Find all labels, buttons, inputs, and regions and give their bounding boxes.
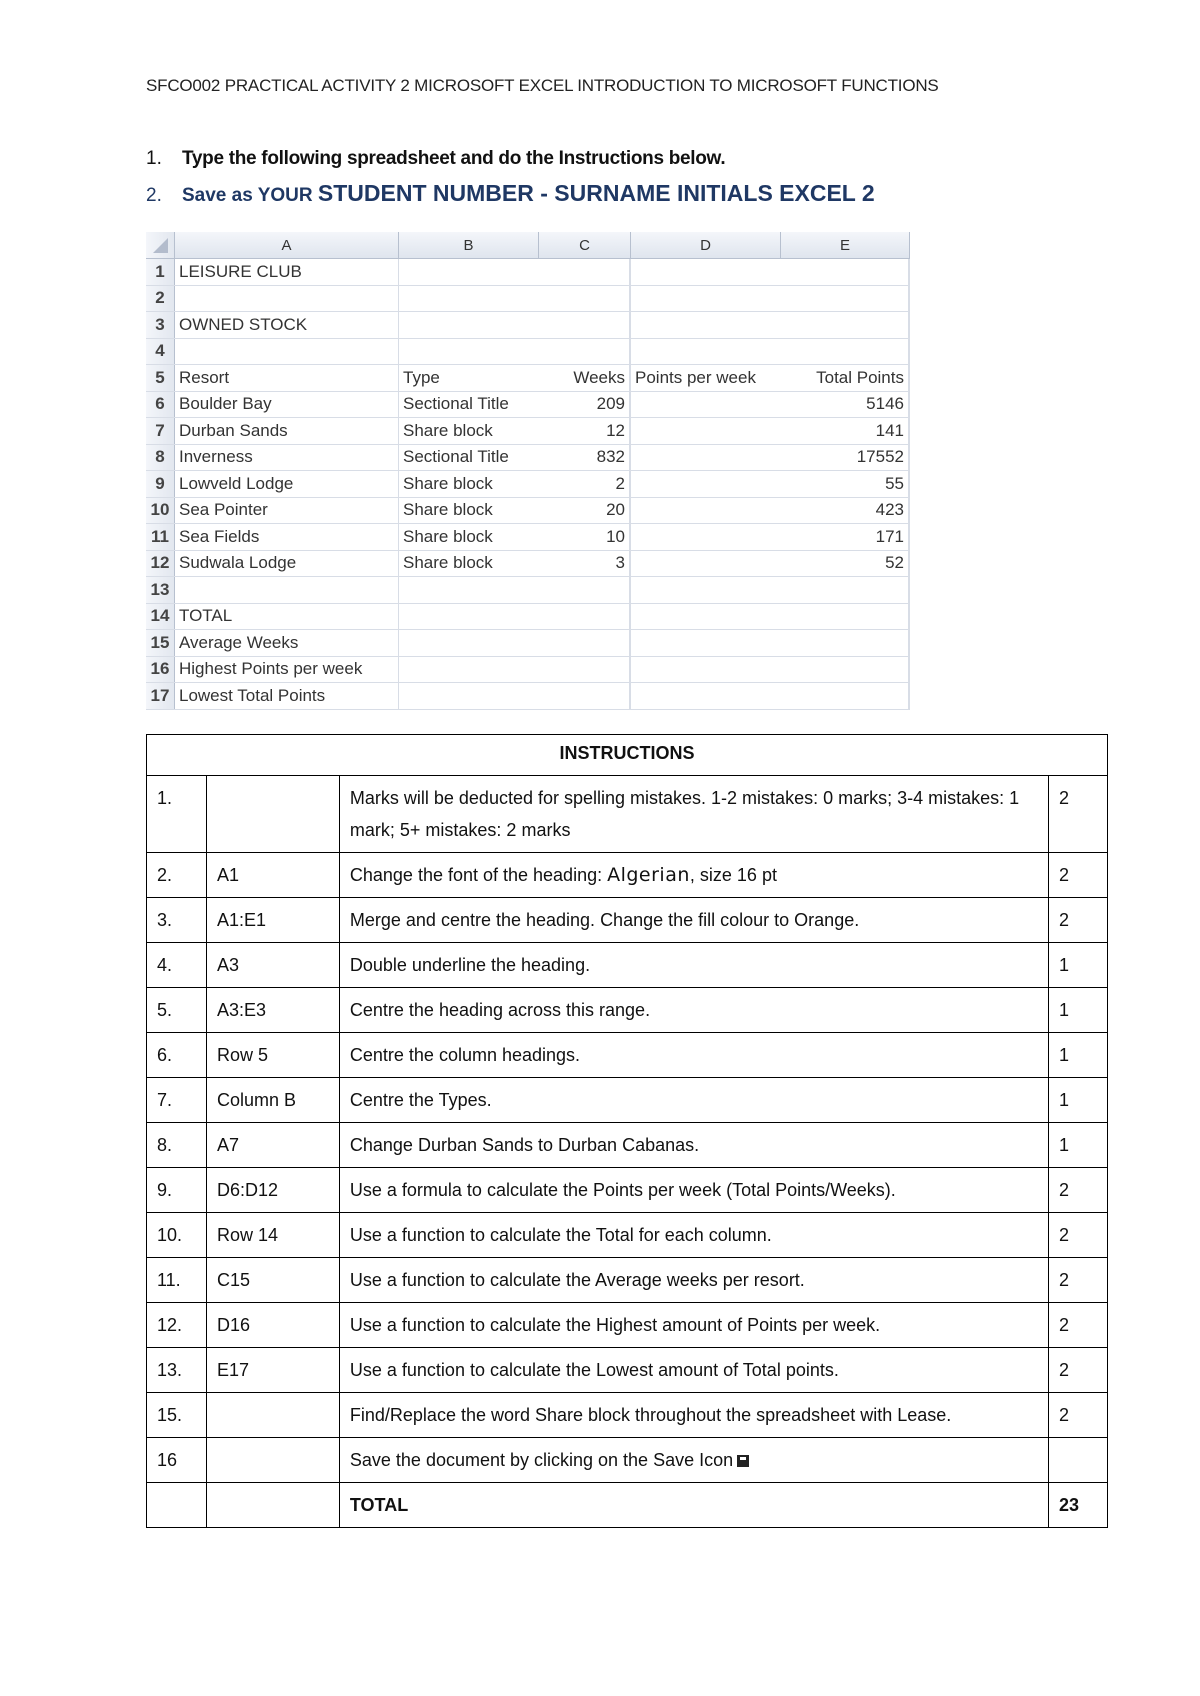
instruction-row — [147, 1438, 1108, 1483]
instruction-row — [147, 1123, 1108, 1168]
instruction-text — [339, 1078, 1048, 1123]
row-number: 10 — [146, 498, 175, 524]
cell-a: Average Weeks — [175, 630, 399, 656]
cell-a: Boulder Bay — [175, 392, 399, 418]
sheet-row — [146, 418, 910, 445]
cell-b — [399, 577, 538, 603]
cell-e — [780, 339, 909, 365]
cell-a: Highest Points per week — [175, 657, 399, 683]
cell-b — [399, 657, 538, 683]
instruction-text-part: Double underline the heading. — [349, 955, 591, 975]
instruction-cell-ref: A3:E3 — [206, 988, 339, 1033]
instruction-text — [339, 853, 1048, 898]
sheet-row — [146, 286, 910, 313]
cell-b — [399, 630, 538, 656]
cell-c — [538, 604, 630, 630]
instruction-marks: 1 — [1049, 988, 1108, 1033]
instruction-text — [339, 776, 1048, 853]
cell-d — [631, 577, 780, 603]
instruction-cell-ref — [206, 1393, 339, 1438]
sheet-row — [146, 551, 910, 578]
cell-b: Type — [403, 367, 440, 387]
instruction-number: 13. — [147, 1348, 207, 1393]
cell-d — [631, 657, 780, 683]
cell-a: Lowveld Lodge — [175, 471, 399, 497]
instruction-cell-ref: D6:D12 — [206, 1168, 339, 1213]
cell-b: Sectional Title — [403, 394, 509, 414]
instruction-number: 15. — [147, 1393, 207, 1438]
instruction-number: 5. — [147, 988, 207, 1033]
instruction-text-part: Merge and centre the heading. Change the fill colour to Orange. — [349, 910, 860, 930]
instruction-text-part: Use a function to calculate the Highest amount of Points per week. — [349, 1315, 881, 1335]
cell-e: 423 — [780, 498, 909, 524]
row-number: 3 — [146, 312, 175, 338]
instruction-number: 1. — [147, 776, 207, 853]
instruction-text-part: Centre the Types. — [349, 1090, 492, 1110]
instruction-number: 11. — [147, 1258, 207, 1303]
cell-e — [780, 683, 909, 709]
column-header-row — [146, 232, 910, 259]
instruction-number: 10. — [147, 1213, 207, 1258]
row-number: 8 — [146, 445, 175, 471]
instruction-row — [147, 1033, 1108, 1078]
instruction-number: 8. — [147, 1123, 207, 1168]
step-text — [182, 180, 875, 207]
select-all-corner — [146, 232, 175, 258]
cell-e — [780, 577, 909, 603]
cell-c: 12 — [538, 418, 630, 444]
instruction-number: 9. — [147, 1168, 207, 1213]
instruction-text-part: Save the document by clicking on the Save Icon — [349, 1450, 734, 1470]
cell-b: Sectional Title — [403, 447, 509, 467]
row-number: 16 — [146, 657, 175, 683]
instruction-text-part: Marks will be deducted for spelling mistakes. 1-2 mistakes: 0 marks; 3-4 mistakes: 1 mark; 5+ mistakes: 2 marks — [349, 788, 1020, 840]
cell-e: Total Points — [780, 365, 909, 391]
instruction-text-part: Change Durban Sands to Durban Cabanas. — [349, 1135, 700, 1155]
cell-c — [538, 657, 630, 683]
cell-d — [631, 392, 780, 418]
total-row — [147, 1483, 1108, 1528]
instruction-text-part: Use a function to calculate the Average weeks per resort. — [349, 1270, 805, 1290]
instruction-text — [339, 1258, 1048, 1303]
instruction-text — [339, 1213, 1048, 1258]
row-number: 5 — [146, 365, 175, 391]
row-number: 1 — [146, 259, 175, 285]
cell-d — [631, 524, 780, 550]
steps-list — [146, 148, 875, 212]
cell-e — [780, 630, 909, 656]
font-name: Algerian — [607, 864, 690, 886]
instruction-marks: 2 — [1049, 853, 1108, 898]
total-empty — [147, 1483, 207, 1528]
total-marks: 23 — [1049, 1483, 1108, 1528]
instruction-row — [147, 776, 1108, 853]
cell-c: 832 — [538, 445, 630, 471]
instruction-text-part: Find/Replace the word Share block throughout the spreadsheet with Lease. — [349, 1405, 952, 1425]
cell-a — [175, 339, 399, 365]
cell-c: 3 — [538, 551, 630, 577]
cell-d — [631, 286, 780, 312]
step-number: 1. — [146, 148, 162, 169]
instruction-number: 16 — [147, 1438, 207, 1483]
sheet-row — [146, 498, 910, 525]
instruction-row — [147, 943, 1108, 988]
instruction-cell-ref: Row 14 — [206, 1213, 339, 1258]
instructions-title: INSTRUCTIONS — [147, 735, 1108, 776]
sheet-row — [146, 683, 910, 710]
row-number: 4 — [146, 339, 175, 365]
instruction-number: 7. — [147, 1078, 207, 1123]
instruction-cell-ref — [206, 1438, 339, 1483]
instruction-text — [339, 1393, 1048, 1438]
sheet-row — [146, 604, 910, 631]
step-1 — [146, 148, 875, 180]
cell-a: OWNED STOCK — [175, 312, 399, 338]
cell-d — [631, 445, 780, 471]
column-header-b: B — [399, 232, 539, 258]
save-as-prefix: Save as YOUR — [182, 185, 318, 206]
row-number: 12 — [146, 551, 175, 577]
instruction-text-part: Use a function to calculate the Lowest amount of Total points. — [349, 1360, 839, 1380]
cell-b: Share block — [403, 473, 493, 493]
cell-d — [631, 630, 780, 656]
cell-b — [399, 604, 538, 630]
cell-e — [780, 312, 909, 338]
cell-e: 5146 — [780, 392, 909, 418]
instruction-text — [339, 1033, 1048, 1078]
cell-e: 52 — [780, 551, 909, 577]
sheet-row — [146, 471, 910, 498]
instruction-row — [147, 1303, 1108, 1348]
cell-e — [780, 657, 909, 683]
cell-c: 209 — [538, 392, 630, 418]
sheet-row — [146, 524, 910, 551]
instruction-row — [147, 988, 1108, 1033]
step-text: Type the following spreadsheet and do the Instructions below. — [182, 148, 726, 169]
instruction-cell-ref: A3 — [206, 943, 339, 988]
cell-a — [175, 286, 399, 312]
cell-c — [538, 312, 630, 338]
instruction-row — [147, 1393, 1108, 1438]
instruction-marks: 2 — [1049, 1168, 1108, 1213]
cell-e — [780, 286, 909, 312]
page-header: SFCO002 PRACTICAL ACTIVITY 2 MICROSOFT EXCEL INTRODUCTION TO MICROSOFT FUNCTIONS — [146, 76, 939, 95]
instruction-marks: 2 — [1049, 1213, 1108, 1258]
sheet-row — [146, 365, 910, 392]
cell-c — [538, 259, 630, 285]
instruction-text-part: Use a function to calculate the Total for each column. — [349, 1225, 772, 1245]
cell-e — [780, 604, 909, 630]
instruction-marks: 2 — [1049, 898, 1108, 943]
instruction-marks: 1 — [1049, 1033, 1108, 1078]
cell-d — [631, 312, 780, 338]
cell-b — [399, 339, 538, 365]
instruction-cell-ref: A1:E1 — [206, 898, 339, 943]
instruction-text — [339, 943, 1048, 988]
instruction-text — [339, 1438, 1048, 1483]
instruction-cell-ref: A1 — [206, 853, 339, 898]
cell-d — [631, 259, 780, 285]
instruction-cell-ref — [206, 776, 339, 853]
cell-c: 20 — [538, 498, 630, 524]
save-as-filename: STUDENT NUMBER - SURNAME INITIALS EXCEL 2 — [317, 180, 875, 206]
cell-e — [780, 259, 909, 285]
instruction-row — [147, 1078, 1108, 1123]
total-label: TOTAL — [339, 1483, 1048, 1528]
row-number: 11 — [146, 524, 175, 550]
cell-a: Sea Pointer — [175, 498, 399, 524]
cell-c: Weeks — [538, 365, 630, 391]
instruction-cell-ref: D16 — [206, 1303, 339, 1348]
row-number: 13 — [146, 577, 175, 603]
instruction-text — [339, 1123, 1048, 1168]
instruction-marks — [1049, 1438, 1108, 1483]
instruction-number: 4. — [147, 943, 207, 988]
cell-c: 10 — [538, 524, 630, 550]
cell-d — [631, 498, 780, 524]
step-number: 2. — [146, 185, 162, 206]
cell-b — [399, 286, 538, 312]
cell-c — [538, 630, 630, 656]
cell-a: Resort — [175, 365, 399, 391]
sheet-row — [146, 445, 910, 472]
step-2 — [146, 180, 875, 212]
instruction-cell-ref: Column B — [206, 1078, 339, 1123]
cell-a: Durban Sands — [175, 418, 399, 444]
cell-d: Points per week — [635, 367, 756, 387]
instruction-text-part: Centre the heading across this range. — [349, 1000, 651, 1020]
instruction-number: 6. — [147, 1033, 207, 1078]
sheet-row — [146, 392, 910, 419]
instruction-text — [339, 1348, 1048, 1393]
instruction-text-part: , size 16 pt — [689, 865, 777, 885]
cell-d — [631, 551, 780, 577]
instruction-marks: 1 — [1049, 1123, 1108, 1168]
row-number: 2 — [146, 286, 175, 312]
cell-d — [631, 683, 780, 709]
instruction-row — [147, 1213, 1108, 1258]
instruction-number: 3. — [147, 898, 207, 943]
cell-c — [538, 683, 630, 709]
instruction-marks: 1 — [1049, 1078, 1108, 1123]
save-icon — [737, 1455, 749, 1467]
instruction-row — [147, 898, 1108, 943]
instruction-cell-ref: E17 — [206, 1348, 339, 1393]
cell-b — [399, 683, 538, 709]
cell-b: Share block — [403, 526, 493, 546]
cell-b: Share block — [403, 420, 493, 440]
sheet-row — [146, 657, 910, 684]
instruction-marks: 2 — [1049, 1348, 1108, 1393]
cell-d — [631, 339, 780, 365]
instruction-marks: 2 — [1049, 1258, 1108, 1303]
row-number: 15 — [146, 630, 175, 656]
cell-b: Share block — [403, 500, 493, 520]
row-number: 17 — [146, 683, 175, 709]
instruction-marks: 1 — [1049, 943, 1108, 988]
instruction-marks: 2 — [1049, 1303, 1108, 1348]
cell-b: Share block — [403, 553, 493, 573]
instruction-row — [147, 853, 1108, 898]
cell-b — [399, 312, 538, 338]
instruction-number: 12. — [147, 1303, 207, 1348]
instruction-row — [147, 1348, 1108, 1393]
cell-a: Lowest Total Points — [175, 683, 399, 709]
instruction-marks: 2 — [1049, 776, 1108, 853]
cell-d — [631, 471, 780, 497]
cell-c — [538, 339, 630, 365]
row-number: 9 — [146, 471, 175, 497]
spreadsheet-image — [146, 232, 910, 710]
instruction-text — [339, 1303, 1048, 1348]
sheet-row — [146, 630, 910, 657]
instruction-text — [339, 1168, 1048, 1213]
cell-a: Sudwala Lodge — [175, 551, 399, 577]
instruction-cell-ref: Row 5 — [206, 1033, 339, 1078]
instruction-text-part: Change the font of the heading: — [349, 865, 608, 885]
instruction-cell-ref: A7 — [206, 1123, 339, 1168]
instruction-row — [147, 1168, 1108, 1213]
instruction-marks: 2 — [1049, 1393, 1108, 1438]
cell-e: 17552 — [780, 445, 909, 471]
cell-a: LEISURE CLUB — [175, 259, 399, 285]
sheet-row — [146, 259, 910, 286]
cell-a — [175, 577, 399, 603]
instruction-number: 2. — [147, 853, 207, 898]
cell-c: 2 — [538, 471, 630, 497]
column-header-a: A — [175, 232, 399, 258]
instruction-text-part: Centre the column headings. — [349, 1045, 581, 1065]
instruction-row — [147, 1258, 1108, 1303]
instruction-text-part: Use a formula to calculate the Points per week (Total Points/Weeks). — [349, 1180, 896, 1200]
column-header-e: E — [781, 232, 910, 258]
row-number: 6 — [146, 392, 175, 418]
cell-a: Inverness — [175, 445, 399, 471]
column-header-c: C — [539, 232, 631, 258]
sheet-row — [146, 339, 910, 366]
instruction-text — [339, 898, 1048, 943]
cell-a: Sea Fields — [175, 524, 399, 550]
sheet-row — [146, 577, 910, 604]
cell-d — [631, 604, 780, 630]
cell-c — [538, 577, 630, 603]
cell-e: 171 — [780, 524, 909, 550]
instructions-table — [146, 734, 1108, 1528]
column-header-d: D — [631, 232, 781, 258]
instruction-cell-ref: C15 — [206, 1258, 339, 1303]
cell-e: 55 — [780, 471, 909, 497]
cell-c — [538, 286, 630, 312]
row-number: 7 — [146, 418, 175, 444]
cell-d — [631, 418, 780, 444]
cell-a: TOTAL — [175, 604, 399, 630]
row-number: 14 — [146, 604, 175, 630]
instruction-text — [339, 988, 1048, 1033]
cell-b — [399, 259, 538, 285]
sheet-row — [146, 312, 910, 339]
cell-e: 141 — [780, 418, 909, 444]
total-empty — [206, 1483, 339, 1528]
